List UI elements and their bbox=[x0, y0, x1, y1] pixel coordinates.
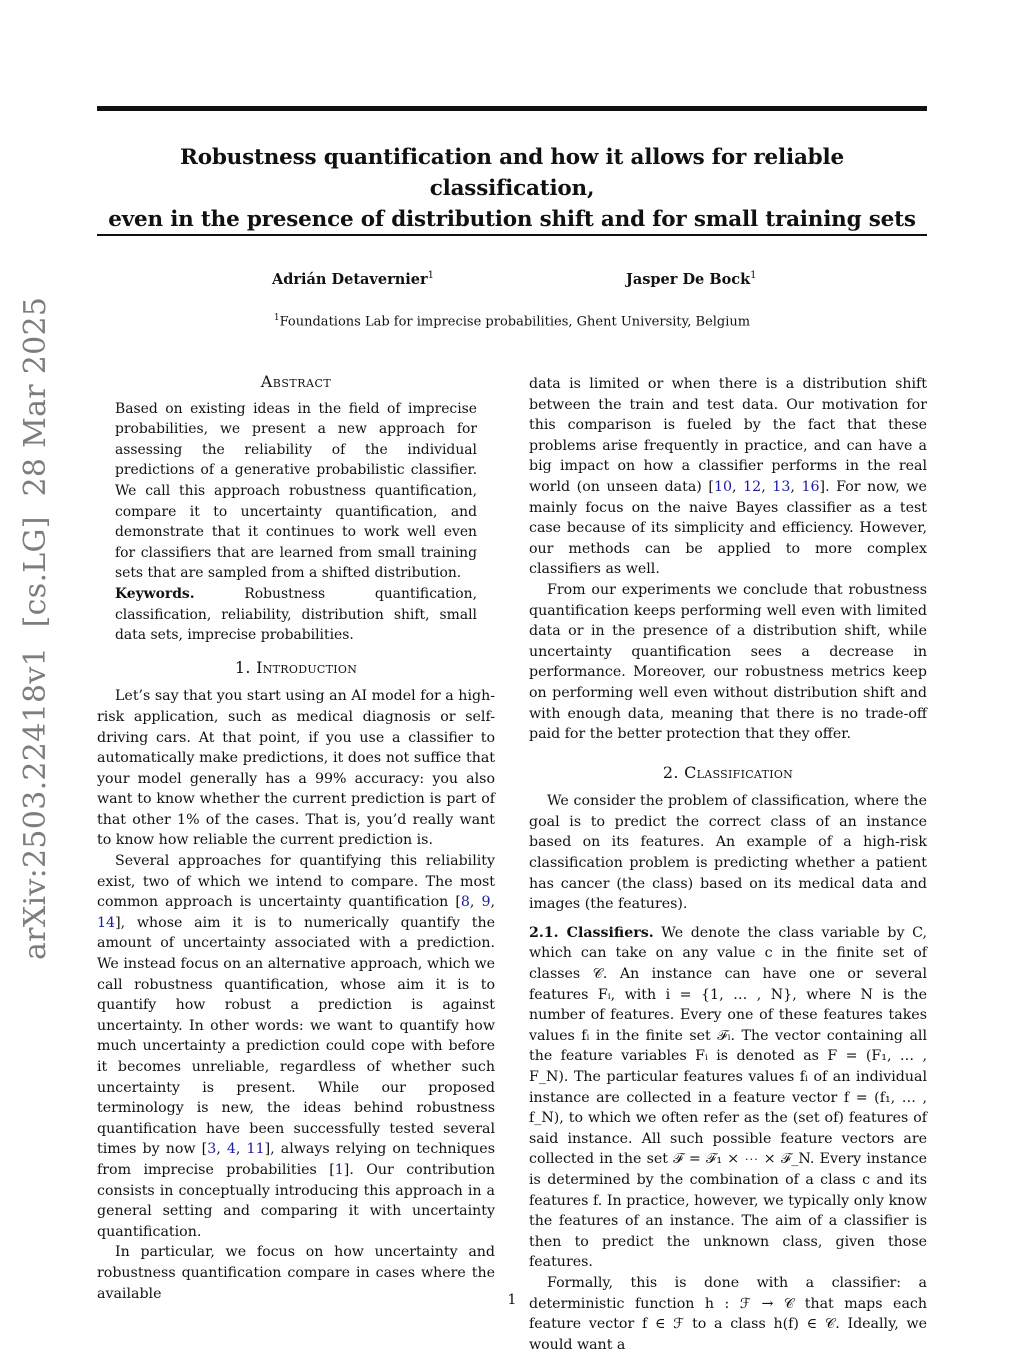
citation-link[interactable]: 4 bbox=[226, 1141, 236, 1158]
top-rule bbox=[97, 106, 927, 111]
citation-link[interactable]: 1 bbox=[334, 1161, 344, 1178]
citation-link[interactable]: 9 bbox=[481, 894, 491, 911]
citation-link[interactable]: 3 bbox=[207, 1141, 217, 1158]
citation-link[interactable]: 8 bbox=[460, 894, 470, 911]
affiliation: $^1$Foundations Lab for imprecise probabilities, Ghent University, Belgium bbox=[273, 313, 751, 330]
citation-link[interactable]: 16 bbox=[801, 478, 820, 495]
classification-paragraph-3: Formally, this is done with a classifier: a deterministic function h : ℱ → 𝒞 that maps each feature vector f ∈ ℱ to a class h(f) ∈ 𝒞. Ideally, we would want a bbox=[529, 1274, 927, 1353]
author-2: Jasper De Bock$^1$ bbox=[626, 270, 757, 288]
intro-paragraph-3: In particular, we focus on how uncertainty and robustness quantification compare in cases where the available bbox=[97, 1244, 495, 1302]
classifiers-paragraph: 2.1. Classifiers. We denote the class variable by C, which can take on any value c in the finite set of classes 𝒞. An instance can have one or several features Fᵢ, with i = {1, … , N}, where N is the number of features. Every one of these features takes values fᵢ in the finite set ℱᵢ. The vector containing all the feature variables Fᵢ is denoted as F = (F₁, … , F_N). The particular features values fᵢ of an individual instance are collected in a feature vector f = (f₁, … , f_N), to which we often refer as the (set of) features of said instance. All such possible feature vectors are collected in the set ℱ = ℱ₁ × ⋯ × ℱ_N. Every instance is determined by the combination of a class c and its features f. In practice, however, we typically only know the features of an instance. The aim of a classifier is then to predict the unknown class, given those features. bbox=[529, 924, 927, 1271]
subsection-heading-classifiers: 2.1. Classifiers. bbox=[529, 924, 654, 941]
paper-title bbox=[97, 142, 927, 235]
title-line-2: even in the presence of distribution shift and for small training sets bbox=[108, 207, 916, 232]
section-heading-classification: 2. Classification bbox=[662, 762, 794, 782]
intro-paragraph-4: From our experiments we conclude that robustness quantification keeps performing well even with limited data or in the presence of a distribution shift, while uncertainty quantification sees a decrease in performance. Moreover, our robustness metrics keep on performing well even without distribution shift and with enough data, meaning that there is no trade-off paid for the better protection that they offer. bbox=[529, 581, 927, 743]
page-number: 1 bbox=[507, 1292, 517, 1308]
citation-link[interactable]: 11 bbox=[246, 1141, 265, 1158]
citation-link[interactable]: 13 bbox=[772, 478, 791, 495]
abstract-body bbox=[115, 399, 477, 646]
classification-paragraph-1: We consider the problem of classification, where the goal is to predict the correct class of an instance based on its features. An example of a high-risk classification problem is predicting whether a patient has cancer (the class) based on its medical data and images (the features). bbox=[529, 793, 927, 913]
keywords: Keywords. Robustness quantification, classification, reliability, distribution shift, small data sets, imprecise probabilities. bbox=[115, 585, 478, 644]
citation-link[interactable]: 12 bbox=[743, 478, 762, 495]
arxiv-stamp: arXiv:2503.22418v1 [cs.LG] 28 Mar 2025 bbox=[18, 296, 53, 960]
title-line-1: Robustness quantification and how it allows for reliable classification, bbox=[180, 145, 844, 201]
author-1: Adrián Detavernier$^1$ bbox=[272, 270, 434, 288]
abstract-text: Based on existing ideas in the field of imprecise probabilities, we present a new approach for assessing the reliability of the individual predictions of a generative probabilistic classifier. We call this approach robustness quantification, compare it to uncertainty quantification, and demonstrate that it continues to work well even for classifiers that are learned from small training sets that are sampled from a shifted distribution. bbox=[115, 400, 477, 582]
citation-link[interactable]: 10 bbox=[713, 478, 733, 495]
intro-paragraph-3-continued: data is limited or when there is a distribution shift between the train and test data. Our motivation for this comparison is fueled by the fact that these problems arise frequently in practice, and can have a big impact on how a classifier performs in the real world (on unseen data) [10, 12, 13, 16]. For now, we mainly focus on the naive Bayes classifier as a test case because of its simplicity and efficiency. However, our methods can be applied to more complex classifiers as well. bbox=[529, 376, 927, 578]
right-column bbox=[529, 374, 927, 1355]
section-heading-introduction: 1. Introduction bbox=[234, 657, 358, 677]
citation-link[interactable]: 14 bbox=[97, 914, 116, 931]
left-column bbox=[97, 372, 495, 1304]
title-bottom-rule bbox=[97, 234, 927, 236]
intro-paragraph-2: Several approaches for quantifying this reliability exist, two of which we intend to compare. The most common approach is uncertainty quantification [8, 9, 14], whose aim it is to numerically quantify the amount of uncertainty associated with a prediction. We instead focus on an alternative approach, which we call robustness quantification, whose aim it is to quantify how robust a prediction is against uncertainty. In other words: we want to quantify how much uncertainty a prediction could cope with before it becomes unreliable, regardless of whether such uncertainty is present. While our proposed terminology is new, the ideas behind robustness quantification have been successfully tested several times by now [3, 4, 11], always relying on techniques from imprecise probabilities [1]. Our contribution consists in conceptually introducing this approach in a general setting and comparing it with uncertainty quantification. bbox=[97, 853, 495, 1240]
intro-paragraph-1: Let’s say that you start using an AI model for a high-risk application, such as medical diagnosis or self-driving cars. At that point, if you use a classifier to automatically make predictions, it does not suffice that your model generally has a 99% accuracy: you also want to know whether the current prediction is part of that other 1% of the cases. That is, you’d really want to know how reliable the current prediction is. bbox=[97, 688, 495, 849]
abstract-heading: Abstract bbox=[260, 372, 332, 391]
